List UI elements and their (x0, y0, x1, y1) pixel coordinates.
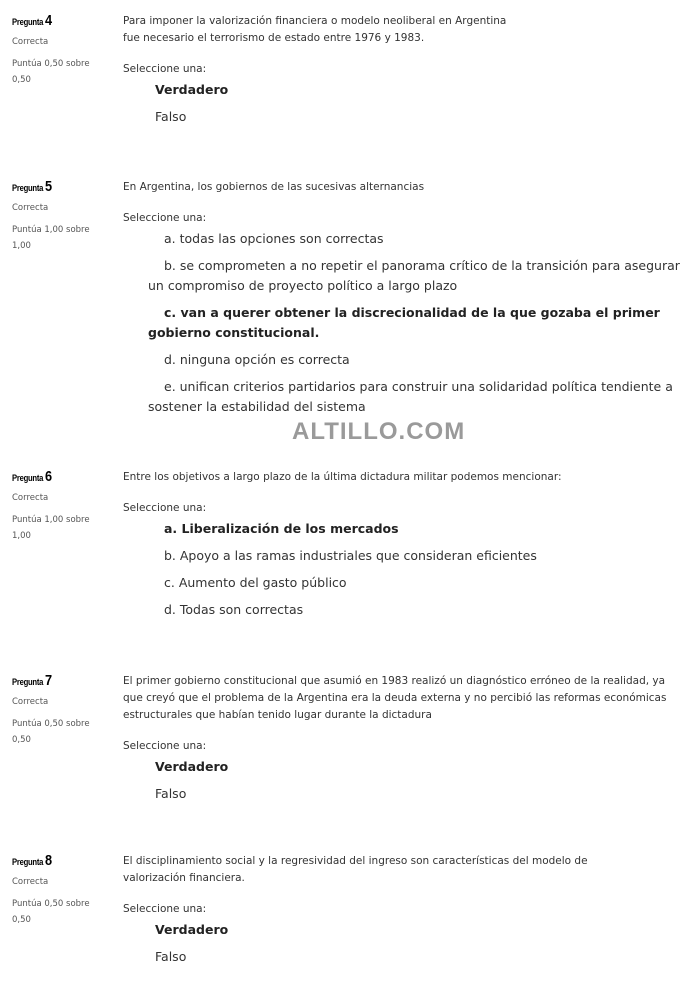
question-state: Correcta (12, 877, 49, 887)
question-number: 6 (44, 468, 52, 485)
question-text: Para imponer la valorización financiera o modelo neoliberal en Argentina fue necesario el terrorismo de estado entre 1976 y 1983. (123, 15, 507, 44)
question-info (12, 468, 107, 544)
answer-list (123, 80, 523, 127)
answer-option[interactable]: Verdadero (155, 922, 229, 937)
question-content (123, 853, 623, 967)
question-info (12, 178, 107, 254)
question-text: Entre los objetivos a largo plazo de la última dictadura militar podemos mencionar: (123, 471, 562, 483)
question-info (12, 852, 107, 928)
question-title (12, 12, 93, 29)
question-label: Pregunta (12, 183, 44, 193)
select-label: Seleccione una: (123, 63, 207, 75)
answer-option[interactable]: e. unifican criterios partidarios para construir una solidaridad política tendiente a sostener la estabilidad del sistema (148, 379, 673, 414)
answer-list (123, 229, 683, 417)
question-number: 8 (44, 852, 52, 869)
question-content (123, 13, 523, 127)
select-label: Seleccione una: (123, 740, 207, 752)
answer-option[interactable]: b. Apoyo a las ramas industriales que consideran eficientes (164, 548, 537, 563)
answer-option[interactable]: Falso (155, 786, 187, 801)
answer-list (123, 757, 683, 804)
answer-option[interactable]: Verdadero (155, 82, 229, 97)
answer-option[interactable]: d. ninguna opción es correcta (164, 352, 350, 367)
question-grade: Puntúa 1,00 sobre 1,00 (12, 225, 90, 251)
question-text: En Argentina, los gobiernos de las sucesivas alternancias (123, 181, 425, 193)
select-label: Seleccione una: (123, 212, 207, 224)
question-info (12, 12, 107, 88)
question-grade: Puntúa 1,00 sobre 1,00 (12, 515, 90, 541)
question-number: 7 (44, 672, 52, 689)
watermark: ALTILLO.COM (292, 418, 466, 445)
answer-option[interactable]: c. Aumento del gasto público (164, 575, 347, 590)
answer-option[interactable]: b. se comprometen a no repetir el panorama crítico de la transición para asegurar un compromiso de proyecto político a largo plazo (148, 258, 680, 293)
answer-option[interactable]: Falso (155, 109, 187, 124)
select-label: Seleccione una: (123, 903, 207, 915)
question-state: Correcta (12, 203, 49, 213)
answer-list (123, 920, 623, 967)
question-label: Pregunta (12, 473, 44, 483)
answer-option[interactable]: a. Liberalización de los mercados (164, 521, 399, 536)
question-label: Pregunta (12, 677, 44, 687)
question-state: Correcta (12, 697, 49, 707)
answer-option[interactable]: c. van a querer obtener la discrecionalidad de la que gozaba el primer gobierno constitucional. (148, 305, 660, 340)
question-title (12, 178, 93, 195)
question-label: Pregunta (12, 857, 44, 867)
question-text: El primer gobierno constitucional que asumió en 1983 realizó un diagnóstico erróneo de la realidad, ya que creyó que el problema de la Argentina era la deuda externa y no percibió las reformas económicas estructurales que habían tenido lugar durante la dictadura (123, 675, 667, 721)
answer-option[interactable]: a. todas las opciones son correctas (164, 231, 384, 246)
question-title (12, 468, 93, 485)
question-title (12, 672, 93, 689)
select-label: Seleccione una: (123, 502, 207, 514)
question-info (12, 672, 107, 748)
question-grade: Puntúa 0,50 sobre 0,50 (12, 719, 90, 745)
question-content (123, 673, 683, 804)
answer-option[interactable]: Falso (155, 949, 187, 964)
question-number: 5 (44, 178, 52, 195)
question-title (12, 852, 93, 869)
question-grade: Puntúa 0,50 sobre 0,50 (12, 59, 90, 85)
answer-option[interactable]: d. Todas son correctas (164, 602, 304, 617)
question-content (123, 469, 683, 620)
question-label: Pregunta (12, 17, 44, 27)
question-text: El disciplinamiento social y la regresividad del ingreso son características del modelo de valorización financiera. (123, 855, 588, 884)
question-content (123, 179, 683, 417)
question-grade: Puntúa 0,50 sobre 0,50 (12, 899, 90, 925)
answer-list (123, 519, 683, 620)
question-state: Correcta (12, 493, 49, 503)
question-state: Correcta (12, 37, 49, 47)
answer-option[interactable]: Verdadero (155, 759, 229, 774)
question-number: 4 (44, 12, 52, 29)
